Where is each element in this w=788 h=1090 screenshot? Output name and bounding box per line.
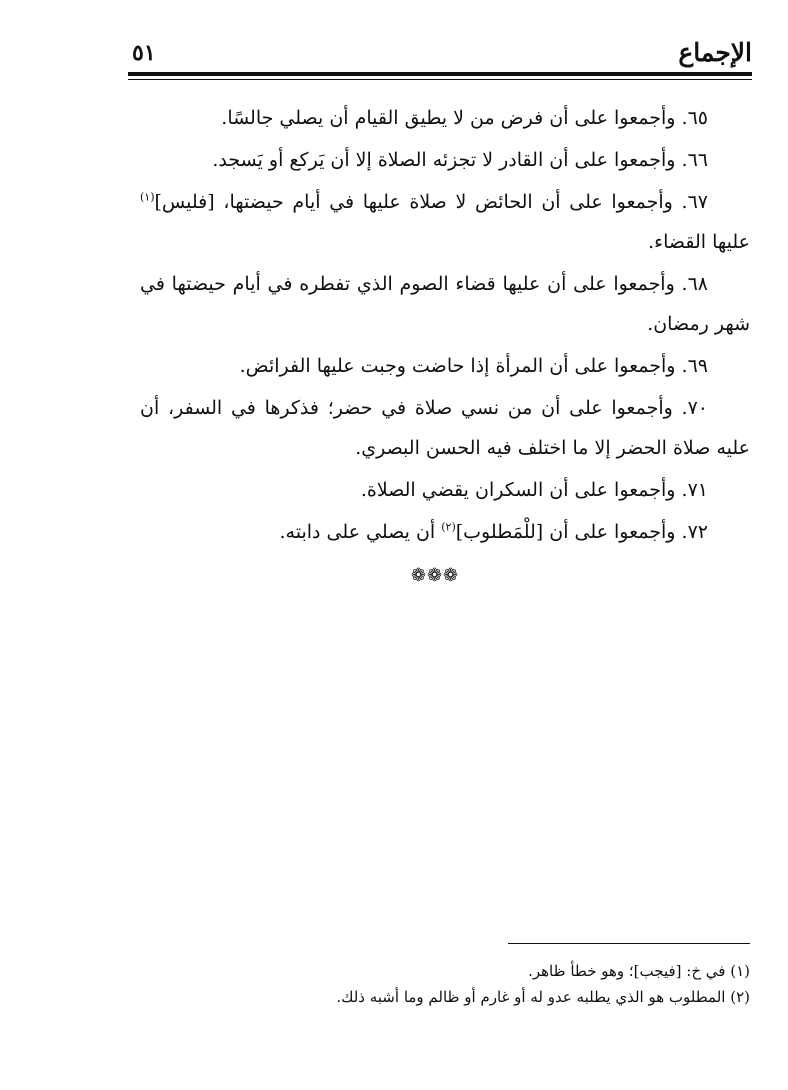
item-text: وأجمعوا على أن من نسي صلاة في حضر؛ فذكرها في السفر، أن عليه صلاة الحضر إلا ما اختلف فيه الحسن البصري.	[140, 397, 750, 459]
item-text: وأجمعوا على أن [للْمَطلوب]	[455, 521, 676, 543]
paragraph-71: ٧١. وأجمعوا على أن السكران يقضي الصلاة.	[360, 479, 708, 501]
paragraph-65: ٦٥. وأجمعوا على أن فرض من لا يطيق القيام أن يصلي جالسًا.	[221, 107, 708, 129]
item-text: وأجمعوا على أن المرأة إذا حاضت وجبت عليها الفرائض.	[239, 355, 676, 377]
footnote-1	[250, 958, 750, 984]
paragraph-67: ٦٧. وأجمعوا على أن الحائض لا صلاة عليها في أيام حيضتها، [فليس]$^{(١)}$ عليها القضاء.	[140, 190, 750, 253]
item-number: ٦٩	[687, 355, 708, 377]
paragraph-69: ٦٩. وأجمعوا على أن المرأة إذا حاضت وجبت عليها الفرائض.	[239, 355, 708, 377]
item-text: وأجمعوا على أن الحائض لا صلاة عليها في أيام حيضتها، [فليس]	[154, 191, 673, 213]
item-number: ٧٢	[687, 521, 708, 543]
paragraph-70: ٧٠. وأجمعوا على أن من نسي صلاة في حضر؛ فذكرها في السفر، أن عليه صلاة الحضر إلا ما اختلف فيه الحسن البصري.	[140, 397, 750, 459]
item-number: ٧١	[687, 479, 708, 501]
main-text	[140, 98, 750, 596]
section-end-ornament: ❁❁❁	[410, 565, 460, 586]
header-rule-thin	[128, 79, 752, 80]
footnote-number: (١)	[730, 962, 750, 980]
paragraph-66: ٦٦. وأجمعوا على أن القادر لا تجزئه الصلاة إلا أن يَركع أو يَسجد.	[212, 149, 708, 171]
item-text: أن يصلي على دابته.	[279, 521, 442, 543]
item-number: ٧٠	[687, 397, 708, 419]
footnote-2	[250, 984, 750, 1010]
running-title: الإجماع	[678, 38, 752, 67]
paragraph-68: ٦٨. وأجمعوا على أن عليها قضاء الصوم الذي تفطره في أيام حيضتها في شهر رمضان.	[140, 273, 750, 335]
paragraph-72: ٧٢. وأجمعوا على أن [للْمَطلوب]$^{(٢)}$ أن يصلي على دابته.	[279, 520, 708, 543]
footnote-separator	[508, 943, 750, 944]
item-number: ٦٧	[687, 191, 708, 213]
footnotes	[250, 958, 750, 1010]
item-text: عليها القضاء.	[648, 231, 750, 253]
item-text: وأجمعوا على أن فرض من لا يطيق القيام أن يصلي جالسًا.	[221, 107, 676, 129]
item-text: وأجمعوا على أن عليها قضاء الصوم الذي تفطره في أيام حيضتها في شهر رمضان.	[140, 273, 750, 335]
item-number: ٦٨	[687, 273, 708, 295]
footnote-number: (٢)	[730, 988, 750, 1006]
footnote-ref-2: (٢)	[441, 520, 456, 534]
item-text: وأجمعوا على أن القادر لا تجزئه الصلاة إلا أن يَركع أو يَسجد.	[212, 149, 676, 171]
item-number: ٦٥	[687, 107, 708, 129]
header-rule-thick	[128, 72, 752, 76]
footnote-text: المطلوب هو الذي يطلبه عدو له أو غارم أو ظالم وما أشبه ذلك.	[336, 988, 726, 1006]
footnote-text: في خ: [فيجب]؛ وهو خطأ ظاهر.	[528, 962, 726, 980]
page-number: ٥١	[132, 40, 156, 66]
item-text: وأجمعوا على أن السكران يقضي الصلاة.	[360, 479, 676, 501]
item-number: ٦٦	[687, 149, 708, 171]
footnote-ref-1: (١)	[140, 190, 155, 204]
